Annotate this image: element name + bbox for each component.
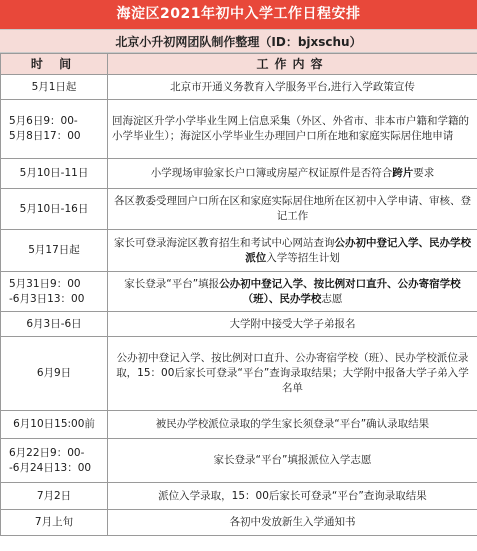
table-row <box>1 189 477 230</box>
row-content: 回海淀区升学小学毕业生网上信息采集（外区、外省市、非本市户籍和学籍的小学毕业生）；海淀区小学毕业生办理回户口所在地和家庭实际居住地申请 <box>108 100 477 159</box>
table-header-row <box>1 54 477 75</box>
row-date: 6月9日 <box>1 337 108 411</box>
table-row <box>1 272 477 312</box>
header-content: 工作内容 <box>108 54 477 75</box>
table-row <box>1 439 477 483</box>
row-date: 6月22日9：00- -6月24日13：00 <box>1 439 108 483</box>
row-content: 小学现场审验家长户口簿或房屋产权证原件是否符合跨片要求 <box>108 159 477 189</box>
row-date: 6月3日-6日 <box>1 312 108 337</box>
header-time: 时 间 <box>1 54 108 75</box>
page-subtitle: 北京小升初网团队制作整理（ID：bjxschu） <box>0 29 477 53</box>
table-row <box>1 100 477 159</box>
table-row <box>1 411 477 439</box>
row-content: 家长登录“平台”填报公办初中登记入学、按比例对口直升、公办寄宿学校（班）、民办学校志愿 <box>108 272 477 312</box>
row-content: 家长登录“平台”填报派位入学志愿 <box>108 439 477 483</box>
table-row <box>1 483 477 510</box>
row-content: 北京市开通义务教育入学服务平台,进行入学政策宣传 <box>108 75 477 100</box>
page-title: 海淀区2021年初中入学工作日程安排 <box>0 0 477 29</box>
row-date: 5月10日-16日 <box>1 189 108 230</box>
row-content: 公办初中登记入学、按比例对口直升、公办寄宿学校（班）、民办学校派位录取，15：00后家长可登录“平台”查询录取结果；大学附中报备大学子弟入学名单 <box>108 337 477 411</box>
row-content: 派位入学录取，15：00后家长可登录“平台”查询录取结果 <box>108 483 477 510</box>
row-date: 7月2日 <box>1 483 108 510</box>
table-row <box>1 337 477 411</box>
schedule-table <box>0 53 477 536</box>
row-date: 5月10日-11日 <box>1 159 108 189</box>
row-content: 家长可登录海淀区教育招生和考试中心网站查询公办初中登记入学、民办学校派位入学等招生计划 <box>108 230 477 272</box>
row-date: 7月上旬 <box>1 510 108 536</box>
row-date: 5月6日9：00- 5月8日17：00 <box>1 100 108 159</box>
table-row <box>1 159 477 189</box>
row-date: 5月1日起 <box>1 75 108 100</box>
row-content: 各区教委受理回户口所在区和家庭实际居住地所在区初中入学申请、审核、登记工作 <box>108 189 477 230</box>
row-date: 6月10日15:00前 <box>1 411 108 439</box>
row-date: 5月31日9：00 -6月3日13：00 <box>1 272 108 312</box>
table-row <box>1 510 477 536</box>
row-date: 5月17日起 <box>1 230 108 272</box>
table-row <box>1 312 477 337</box>
table-row <box>1 75 477 100</box>
row-content: 大学附中接受大学子弟报名 <box>108 312 477 337</box>
row-content: 被民办学校派位录取的学生家长须登录“平台”确认录取结果 <box>108 411 477 439</box>
table-row <box>1 230 477 272</box>
row-content: 各初中发放新生入学通知书 <box>108 510 477 536</box>
